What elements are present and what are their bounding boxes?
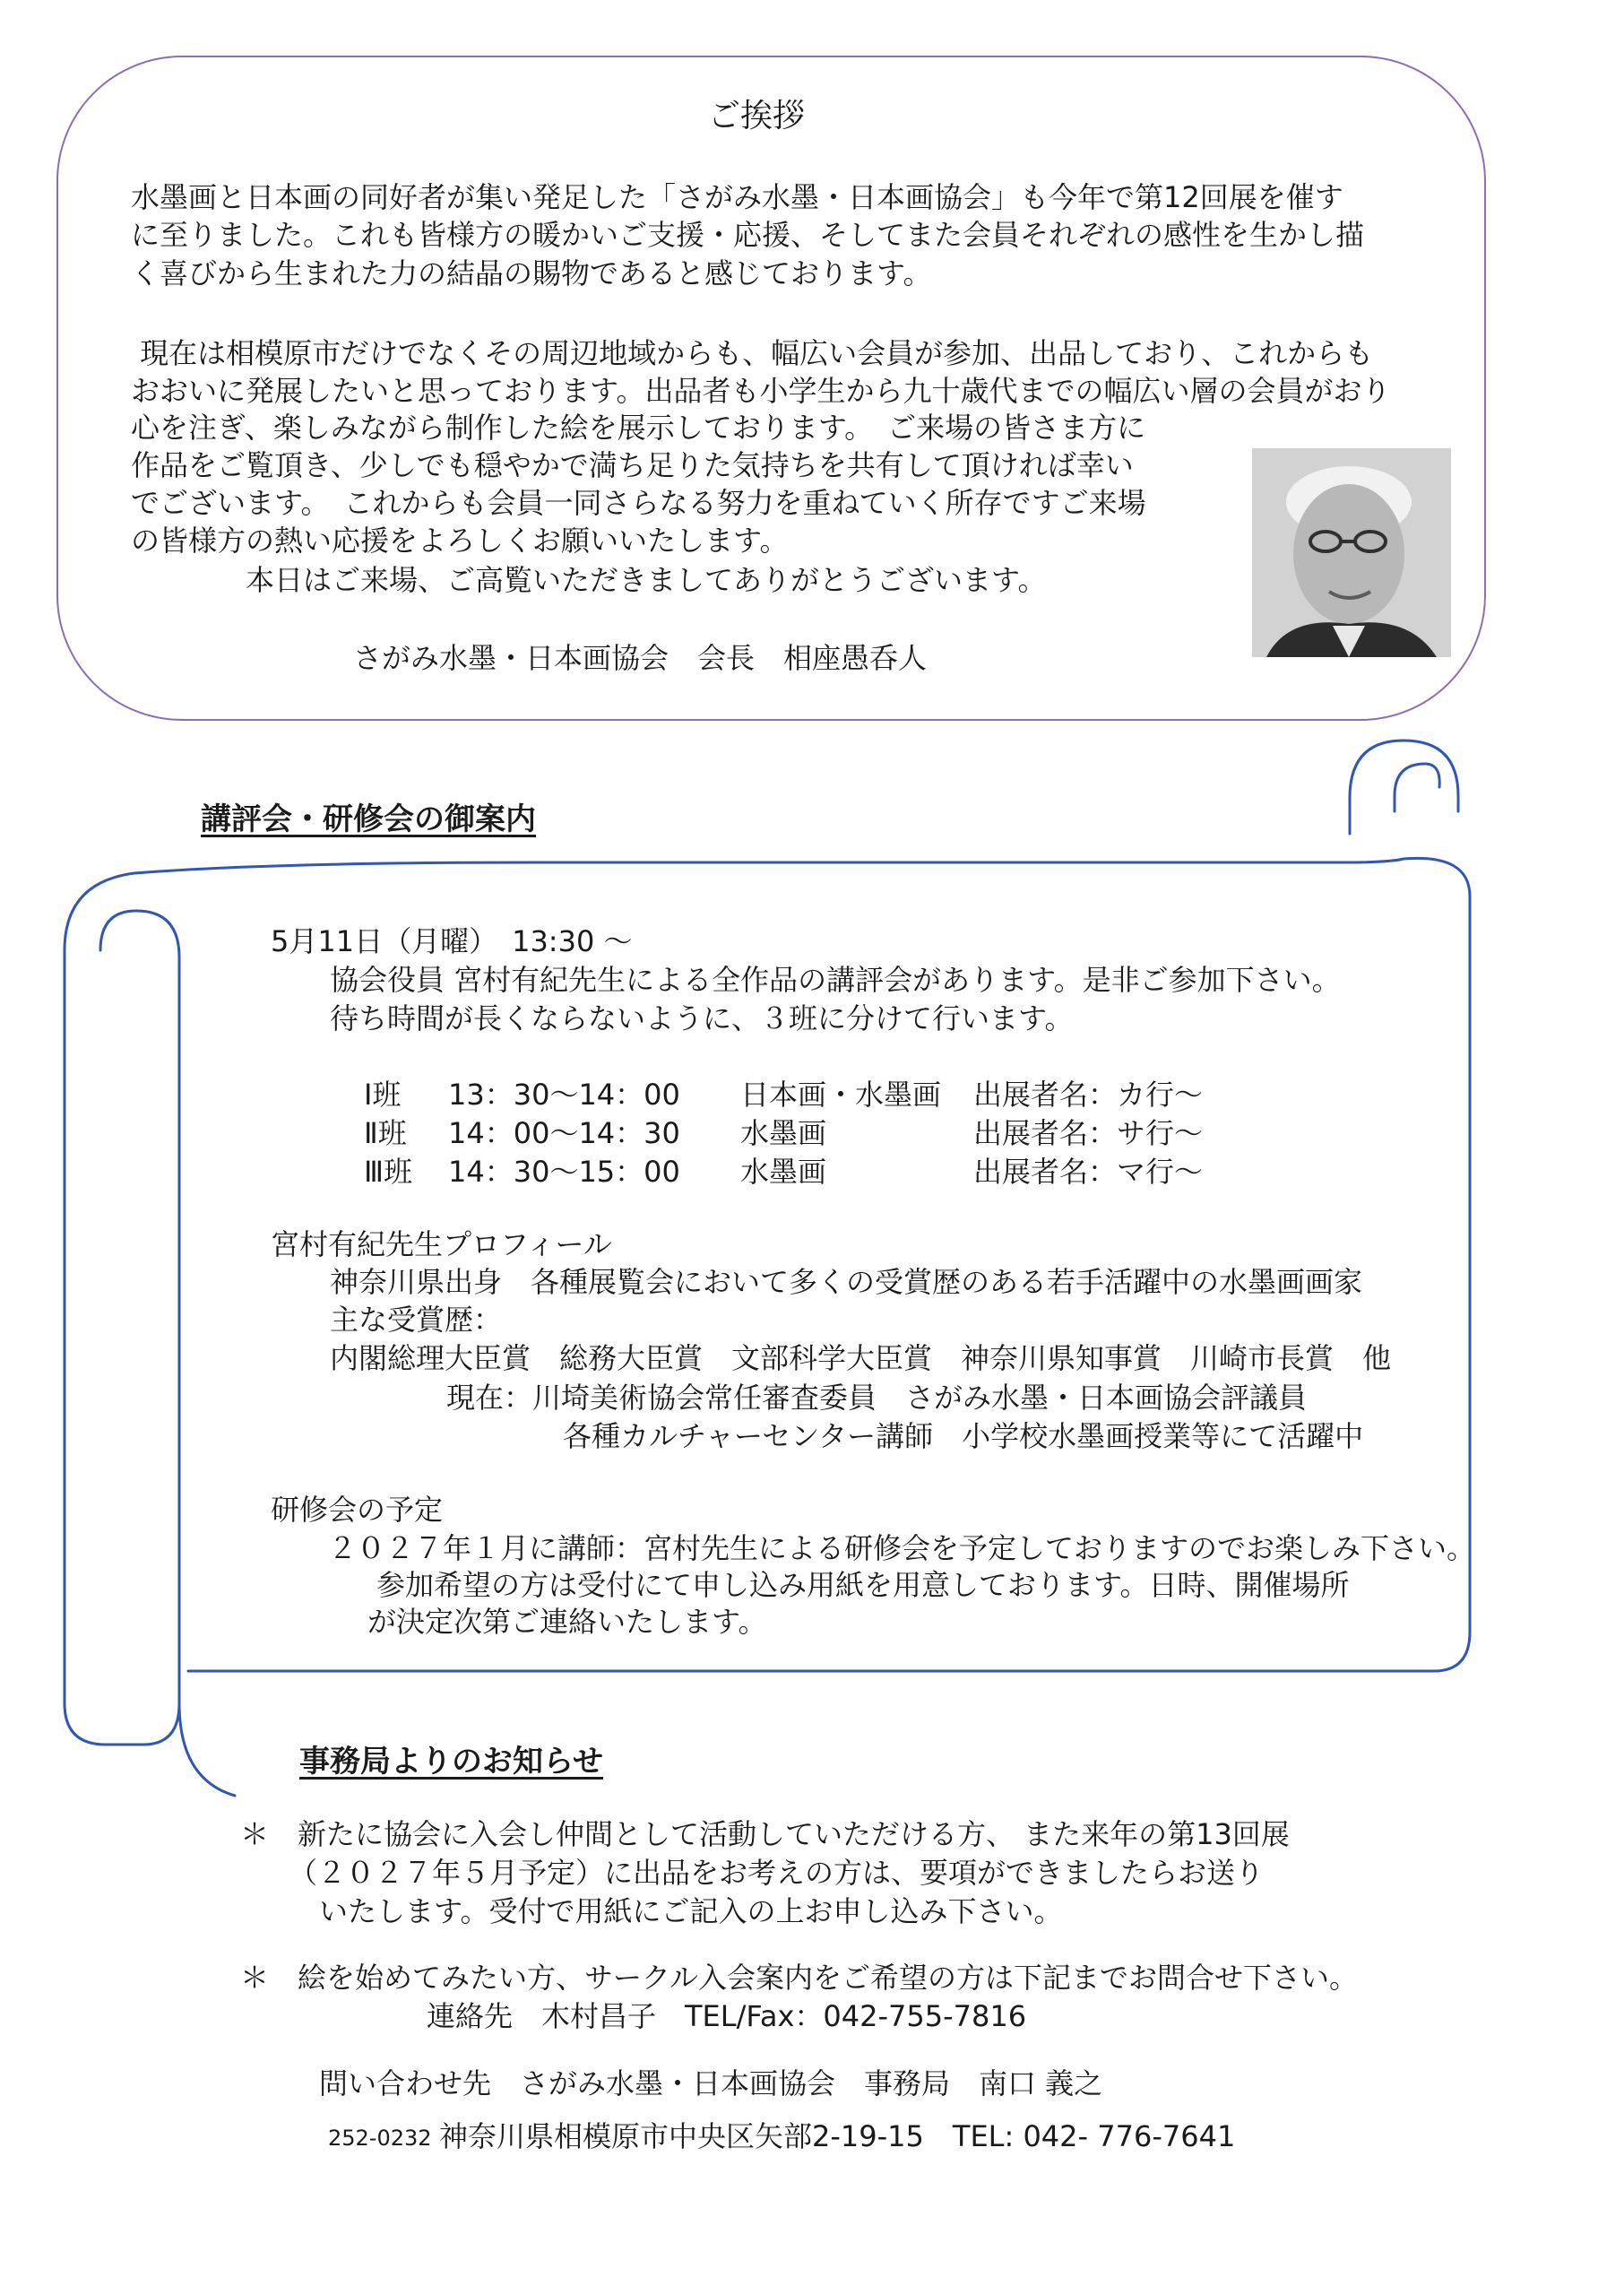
greeting-paragraph1-line2: に至りました。これも皆様方の暖かいご支援・応援、そしてまた会員それぞれの感性を生かし描 [131,218,1365,252]
greeting-title: ご挨拶 [708,98,806,134]
greeting-paragraph2-line1: 現在は相模原市だけでなくその周辺地域からも、幅広い会員が参加、出品しており、これからも [131,336,1374,370]
critique-date: 5月11日（月曜） 13:30 ～ [271,924,633,958]
group-exhibitors: 出展者名：カ行～ [973,1078,1204,1112]
group-exhibitors: 出展者名：サ行～ [973,1116,1204,1150]
training-title: 研修会の予定 [271,1493,444,1527]
group-exhibitors: 出展者名：マ行～ [973,1155,1204,1189]
office-inquiry: 問い合わせ先 さがみ水墨・日本画協会 事務局 南口 義之 [319,2066,1103,2100]
office-note1-line: いたします。受付で用紙にご記入の上お申し込み下さい。 [319,1894,1063,1928]
greeting-signature: さがみ水墨・日本画協会 会長 相座愚呑人 [353,641,928,675]
greeting-thanks: 本日はご来場、ご高覧いただきましてありがとうございます。 [246,563,1047,597]
greeting-paragraph2-line3: 心を注ぎ、楽しみながら制作した絵を展示しております。 ご来場の皆さま方に [131,411,1146,445]
training-line: 参加希望の方は受付にて申し込み用紙を用意しております。日時、開催場所 [376,1568,1350,1602]
group-name: Ⅱ班 [364,1116,407,1150]
critique-line2: 待ち時間が長くならないように、３班に分けて行います。 [330,1001,1074,1035]
profile-line: 現在：川埼美術協会常任審査委員 さがみ水墨・日本画協会評議員 [446,1381,1308,1415]
greeting-paragraph2-line2: おおいに発展したいと思っております。出品者も小学生から九十歳代までの幅広い層の会員がおり [131,374,1391,408]
critique-line1: 協会役員 宮村有紀先生による全作品の講評会があります。是非ご参加下さい。 [330,963,1341,997]
postal-code: 252-0232 [328,2126,432,2151]
office-note2: ＊ 絵を始めてみたい方、サークル入会案内をご希望の方は下記までお問合せ下さい。 [240,1961,1359,1995]
group-name: Ⅰ班 [364,1078,402,1112]
profile-line: 各種カルチャーセンター講師 小学校水墨画授業等にて活躍中 [563,1419,1364,1453]
group-genre: 水墨画 [740,1155,827,1189]
office-heading: 事務局よりのお知らせ [299,1744,603,1780]
training-line: ２０２７年１月に講師：宮村先生による研修会を予定しておりますのでお楽しみ下さい。 [328,1531,1476,1565]
group-time: 13：30～14：00 [448,1078,680,1112]
office-note1-line: ＊ 新たに協会に入会し仲間として活動していただける方、 また来年の第13回展 [240,1817,1290,1851]
group-name: Ⅲ班 [364,1155,413,1189]
greeting-paragraph2-line5: でございます。 これからも会員一同さらなる努力を重ねていく所存ですご来場 [131,486,1146,520]
profile-line: 主な受賞歴： [330,1303,503,1337]
group-genre: 日本画・水墨画 [740,1078,942,1112]
training-line: が決定次第ご連絡いたします。 [367,1605,767,1639]
office-note1-line: （２０２７年５月予定）に出品をお考えの方は、要項ができましたらお送り [289,1856,1265,1890]
profile-line: 神奈川県出身 各種展覧会において多くの受賞歴のある若手活躍中の水墨画画家 [330,1265,1363,1299]
office-contact: 連絡先 木村昌子 TEL/Fax：042-755-7816 [427,1999,1027,2033]
greeting-paragraph1-line1: 水墨画と日本画の同好者が集い発足した「さがみ水墨・日本画協会」も今年で第12回展を催す [131,180,1343,214]
critique-heading: 講評会・研修会の御案内 [201,801,536,837]
greeting-paragraph2-line4: 作品をご覧頂き、少しでも穏やかで満ち足りた気持ちを共有して頂ければ幸い [131,448,1134,482]
office-address: 神奈川県相模原市中央区矢部2-19-15 TEL: 042- 776-7641 [439,2119,1236,2153]
group-genre: 水墨画 [740,1116,827,1150]
greeting-paragraph1-line3: く喜びから生まれた力の結晶の賜物であると感じております。 [131,256,932,290]
group-time: 14：00～14：30 [448,1116,680,1150]
profile-title: 宮村有紀先生プロフィール [271,1227,612,1261]
group-time: 14：30～15：00 [448,1155,680,1189]
greeting-paragraph2-line6: の皆様方の熱い応援をよろしくお願いいたします。 [131,524,789,558]
profile-line: 内閣総理大臣賞 総務大臣賞 文部科学大臣賞 神奈川県知事賞 川崎市長賞 他 [330,1341,1392,1375]
